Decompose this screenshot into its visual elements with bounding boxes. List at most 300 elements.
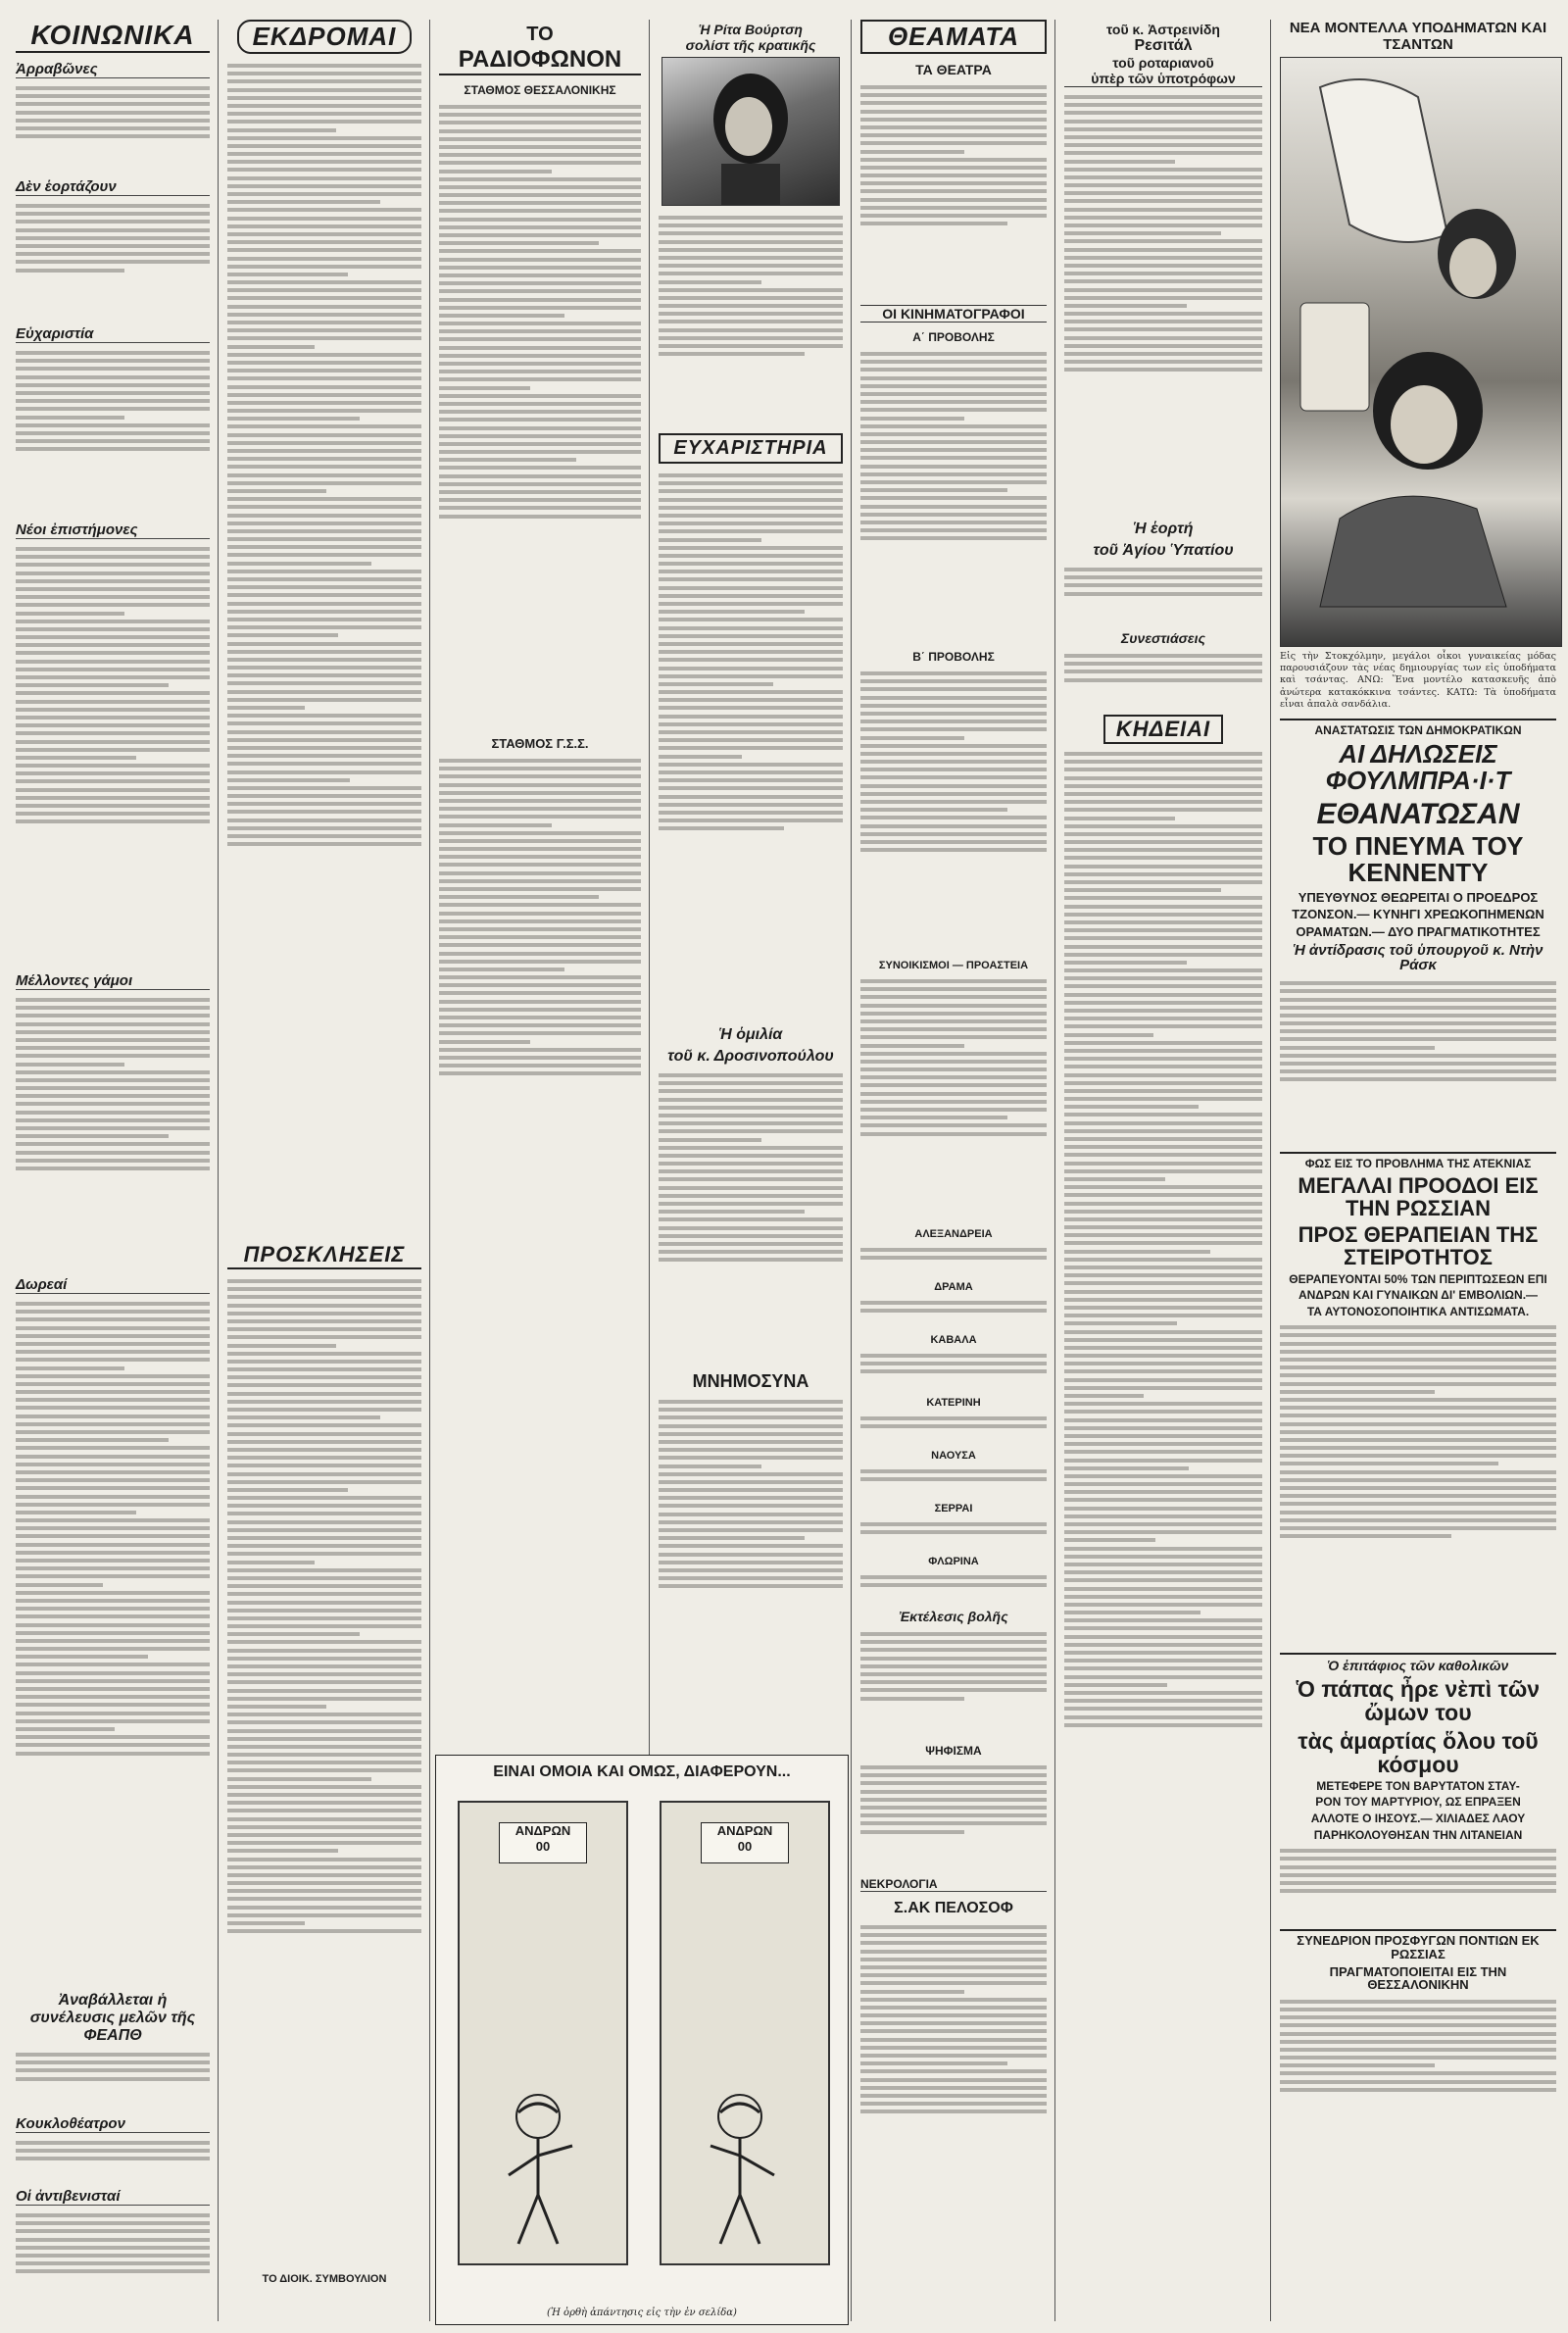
subhead-antivenists: Οἱ ἀντιβενισταί bbox=[16, 2188, 210, 2206]
text-line bbox=[16, 134, 210, 138]
text-line bbox=[659, 746, 843, 750]
text-line bbox=[439, 791, 641, 795]
text-line bbox=[16, 779, 210, 783]
text-line bbox=[860, 1369, 1047, 1373]
text-line bbox=[16, 1358, 210, 1362]
text-line bbox=[16, 1030, 210, 1034]
text-line bbox=[659, 344, 843, 348]
text-line bbox=[1064, 1210, 1262, 1214]
text-line bbox=[227, 650, 421, 654]
text-line bbox=[227, 1777, 371, 1781]
text-line bbox=[439, 434, 641, 438]
text-line bbox=[1064, 824, 1262, 828]
text-line bbox=[860, 2061, 1007, 2065]
text-line bbox=[227, 1568, 421, 1572]
text-line bbox=[439, 177, 641, 181]
text-line bbox=[1280, 1382, 1556, 1386]
text-line bbox=[16, 1583, 103, 1587]
text-line bbox=[227, 369, 421, 372]
text-line bbox=[16, 212, 210, 216]
text-line bbox=[659, 1448, 843, 1452]
text-line bbox=[16, 1687, 210, 1691]
text-line bbox=[1280, 2088, 1556, 2092]
text-line bbox=[227, 1392, 421, 1396]
text-line bbox=[1064, 1162, 1262, 1166]
text-line bbox=[227, 537, 421, 541]
text-block bbox=[860, 1571, 1047, 1601]
text-line bbox=[1280, 1350, 1556, 1354]
text-line bbox=[1064, 103, 1262, 107]
text-line bbox=[227, 553, 421, 557]
text-line bbox=[16, 1054, 210, 1058]
kennedy-sub-3: ΟΡΑΜΑΤΩΝ.— ΔΥΟ ΠΡΑΓΜΑΤΙΚΟΤΗΤΕΣ bbox=[1296, 923, 1541, 939]
text-line bbox=[860, 1672, 1047, 1676]
text-line bbox=[860, 2110, 1047, 2113]
text-line bbox=[1064, 199, 1262, 203]
text-line bbox=[16, 1038, 210, 1042]
portrait-photo bbox=[662, 57, 840, 206]
subhead-second-run: Β΄ ΠΡΟΒΟΛΗΣ bbox=[912, 650, 995, 664]
text-line bbox=[439, 346, 641, 350]
text-line bbox=[227, 1360, 421, 1364]
text-line bbox=[860, 141, 1047, 145]
text-line bbox=[659, 826, 784, 830]
text-line bbox=[227, 810, 421, 814]
text-line bbox=[1280, 1486, 1556, 1490]
text-line bbox=[16, 2221, 210, 2225]
text-line bbox=[1280, 1849, 1556, 1853]
text-line bbox=[860, 2086, 1047, 2090]
text-line bbox=[659, 1584, 843, 1588]
text-line bbox=[860, 1790, 1047, 1794]
subhead-drama: ΔΡΑΜΑ bbox=[934, 1281, 973, 1293]
text-line bbox=[659, 489, 843, 493]
text-line bbox=[659, 216, 843, 220]
text-line bbox=[659, 1408, 843, 1412]
door-sign-right-text: ΑΝΔΡΩΝ bbox=[716, 1823, 773, 1838]
subhead-donations: Δωρεαί bbox=[16, 1276, 210, 1294]
text-line bbox=[1064, 1587, 1262, 1591]
text-line bbox=[1064, 1418, 1262, 1422]
text-line bbox=[227, 1825, 421, 1829]
text-line bbox=[16, 1679, 210, 1683]
text-line bbox=[860, 496, 1047, 500]
text-line bbox=[16, 1422, 210, 1426]
text-line bbox=[439, 201, 641, 205]
text-line bbox=[1280, 1857, 1556, 1861]
text-line bbox=[1280, 1069, 1556, 1073]
text-line bbox=[659, 352, 805, 356]
text-line bbox=[227, 1897, 421, 1901]
subhead-meeting-postponed: Ἀναβάλλεται ἡ συνέλευσις μελῶν τῆς ΦΕΑΠΘ bbox=[29, 1992, 196, 2044]
text-line bbox=[1064, 120, 1262, 124]
text-line bbox=[227, 1400, 421, 1404]
pope-kicker: Ὁ ἐπιτάφιος τῶν καθολικῶν bbox=[1280, 1653, 1556, 1673]
text-line bbox=[16, 740, 210, 744]
text-line bbox=[227, 545, 421, 549]
text-line bbox=[1064, 968, 1262, 972]
text-line bbox=[1280, 1462, 1498, 1465]
text-line bbox=[439, 218, 641, 222]
text-line bbox=[227, 1720, 421, 1724]
text-line bbox=[227, 1456, 421, 1460]
text-line bbox=[439, 426, 641, 430]
text-line bbox=[860, 1012, 1047, 1016]
text-line bbox=[1280, 981, 1556, 985]
text-block bbox=[860, 1921, 1047, 2215]
column-rule bbox=[1270, 20, 1271, 2321]
text-line bbox=[860, 93, 1047, 97]
text-line bbox=[439, 863, 641, 867]
text-line bbox=[439, 952, 641, 956]
text-line bbox=[659, 706, 843, 710]
text-line bbox=[860, 979, 1047, 983]
photo-caption-role: σολίστ τῆς κρατικῆς bbox=[685, 37, 816, 53]
text-line bbox=[860, 1941, 1047, 1945]
text-line bbox=[439, 975, 641, 979]
text-line bbox=[659, 1488, 843, 1492]
text-line bbox=[860, 400, 1047, 404]
text-line bbox=[860, 174, 1047, 177]
text-line bbox=[860, 1830, 964, 1834]
text-line bbox=[1280, 1454, 1556, 1458]
text-line bbox=[1064, 1459, 1262, 1463]
subhead-new-scientists: Νέοι ἐπιστήμονες bbox=[16, 521, 210, 539]
text-line bbox=[659, 546, 843, 550]
text-line bbox=[1064, 1603, 1262, 1607]
text-line bbox=[227, 385, 421, 389]
text-line bbox=[1064, 1321, 1177, 1325]
text-line bbox=[16, 1752, 210, 1756]
text-line bbox=[16, 2060, 210, 2064]
text-line bbox=[860, 1648, 1047, 1652]
text-line bbox=[227, 168, 421, 172]
text-line bbox=[860, 2046, 1047, 2050]
text-line bbox=[16, 1334, 210, 1338]
text-line bbox=[860, 1108, 1047, 1112]
text-line bbox=[16, 399, 210, 403]
text-line bbox=[860, 1925, 1047, 1929]
text-line bbox=[1280, 1021, 1556, 1025]
text-line bbox=[860, 472, 1047, 476]
text-line bbox=[16, 1559, 210, 1563]
text-line bbox=[659, 634, 843, 638]
text-line bbox=[227, 1705, 326, 1709]
text-line bbox=[439, 490, 641, 494]
text-block bbox=[1280, 1996, 1556, 2143]
text-line bbox=[439, 1000, 641, 1004]
text-line bbox=[227, 1440, 421, 1444]
text-line bbox=[227, 208, 421, 212]
text-line bbox=[1064, 1659, 1262, 1663]
text-line bbox=[1064, 175, 1262, 179]
text-line bbox=[1064, 223, 1262, 227]
text-line bbox=[227, 449, 421, 453]
text-line bbox=[1064, 264, 1262, 268]
text-line bbox=[16, 587, 210, 591]
text-line bbox=[860, 440, 1047, 444]
text-block bbox=[1064, 748, 1262, 2218]
text-line bbox=[439, 1071, 641, 1075]
text-line bbox=[227, 1432, 421, 1436]
text-line bbox=[659, 1528, 843, 1532]
text-line bbox=[16, 1415, 210, 1418]
text-line bbox=[659, 312, 843, 316]
text-line bbox=[860, 775, 1047, 779]
text-line bbox=[16, 1111, 210, 1115]
text-line bbox=[16, 764, 210, 768]
speech-head-1: Ἡ ὁμιλία bbox=[718, 1026, 783, 1043]
text-line bbox=[659, 1424, 843, 1428]
text-line bbox=[1064, 654, 1262, 658]
text-line bbox=[1280, 1062, 1556, 1066]
recital-head-2: Ρεσιτάλ bbox=[1134, 37, 1193, 54]
text-line bbox=[16, 1455, 210, 1459]
text-line bbox=[16, 126, 210, 130]
text-line bbox=[227, 1785, 421, 1789]
text-line bbox=[439, 442, 641, 446]
text-line bbox=[16, 1078, 210, 1082]
text-line bbox=[659, 280, 761, 284]
text-line bbox=[1280, 1333, 1556, 1337]
pope-headline-2: τὰς ἁμαρτίας ὅλου τοῦ κόσμου bbox=[1298, 1727, 1539, 1777]
text-line bbox=[227, 217, 421, 221]
kennedy-headline-3: ΤΟ ΠΝΕΥΜΑ ΤΟΥ ΚΕΝΝΕΝΤΥ bbox=[1312, 831, 1524, 888]
text-line bbox=[16, 1607, 210, 1611]
subhead-obituary: ΝΕΚΡΟΛΟΓΙΑ bbox=[860, 1877, 1047, 1892]
text-line bbox=[860, 1773, 1047, 1777]
text-line bbox=[1064, 1530, 1262, 1534]
text-line bbox=[1280, 2015, 1556, 2019]
text-line bbox=[439, 113, 641, 117]
text-line bbox=[227, 465, 421, 469]
text-line bbox=[16, 1366, 124, 1370]
text-line bbox=[227, 144, 421, 148]
text-line bbox=[659, 1194, 843, 1198]
text-line bbox=[16, 2238, 210, 2242]
text-line bbox=[860, 832, 1047, 836]
text-line bbox=[659, 473, 843, 477]
text-line bbox=[439, 337, 641, 341]
text-line bbox=[659, 248, 843, 252]
text-line bbox=[16, 1671, 210, 1675]
text-line bbox=[659, 1456, 843, 1460]
text-line bbox=[1280, 1502, 1556, 1506]
text-line bbox=[659, 586, 843, 590]
text-line bbox=[1280, 1470, 1556, 1474]
text-line bbox=[16, 1655, 148, 1659]
infertility-sub-2: ΑΝΔΡΩΝ ΚΑΙ ΓΥΝΑΙΚΩΝ ΔΙ' ΕΜΒΟΛΙΩΝ.— bbox=[1298, 1288, 1539, 1303]
text-line bbox=[1064, 1563, 1262, 1566]
subhead-first-run: Α΄ ΠΡΟΒΟΛΗΣ bbox=[912, 330, 995, 344]
text-line bbox=[439, 450, 641, 454]
text-line bbox=[227, 1624, 421, 1628]
kennedy-headline-1: ΑΙ ΔΗΛΩΣΕΙΣ ΦΟΥΛΜΠΡΑ·Ι·Τ bbox=[1325, 739, 1511, 796]
text-line bbox=[659, 1210, 805, 1214]
text-line bbox=[227, 1697, 421, 1701]
text-line bbox=[1280, 1494, 1556, 1498]
text-line bbox=[860, 1256, 1047, 1260]
text-line bbox=[860, 1248, 1047, 1252]
text-line bbox=[227, 1544, 421, 1548]
text-line bbox=[16, 1094, 210, 1098]
text-line bbox=[227, 1464, 421, 1467]
text-line bbox=[16, 1159, 210, 1163]
text-line bbox=[860, 424, 1047, 428]
text-line bbox=[860, 1583, 1047, 1587]
text-block bbox=[16, 2137, 210, 2180]
text-line bbox=[227, 1657, 421, 1661]
text-line bbox=[659, 1250, 843, 1254]
text-line bbox=[1064, 143, 1262, 147]
text-line bbox=[1064, 752, 1262, 756]
text-line bbox=[439, 458, 576, 462]
text-line bbox=[659, 506, 843, 510]
text-line bbox=[16, 2254, 210, 2258]
text-line bbox=[1064, 1691, 1262, 1695]
text-line bbox=[1064, 961, 1187, 965]
text-line bbox=[16, 1735, 210, 1739]
text-line bbox=[16, 220, 210, 223]
text-block bbox=[1064, 91, 1262, 513]
text-line bbox=[227, 353, 421, 357]
text-line bbox=[227, 1761, 421, 1764]
text-line bbox=[439, 1023, 641, 1027]
text-line bbox=[16, 94, 210, 98]
text-line bbox=[16, 1166, 210, 1170]
subhead-alexandreia: ΑΛΕΞΑΝΔΡΕΙΑ bbox=[914, 1228, 993, 1240]
text-line bbox=[659, 1536, 805, 1540]
text-block bbox=[16, 347, 210, 514]
text-line bbox=[860, 2013, 1047, 2017]
text-line bbox=[1064, 344, 1262, 348]
text-block bbox=[860, 1762, 1047, 1869]
subhead-serres: ΣΕΡΡΑΙ bbox=[934, 1503, 973, 1514]
text-line bbox=[860, 1100, 1047, 1104]
section-title-shows: ΘΕΑΜΑΤΑ bbox=[860, 20, 1047, 54]
text-line bbox=[1064, 1466, 1189, 1470]
text-line bbox=[1280, 2056, 1556, 2060]
text-line bbox=[227, 1873, 421, 1877]
text-line bbox=[227, 1906, 421, 1910]
text-line bbox=[1280, 1365, 1556, 1369]
text-line bbox=[16, 788, 210, 792]
text-line bbox=[860, 1424, 1047, 1428]
text-line bbox=[659, 770, 843, 774]
door-sign-right bbox=[701, 1822, 789, 1863]
text-line bbox=[227, 481, 421, 485]
text-line bbox=[227, 79, 421, 83]
text-line bbox=[659, 1544, 843, 1548]
text-line bbox=[1064, 1450, 1262, 1454]
text-line bbox=[16, 1566, 210, 1570]
text-line bbox=[16, 620, 210, 623]
text-line bbox=[1064, 1137, 1262, 1141]
text-line bbox=[1064, 592, 1262, 596]
text-line bbox=[16, 771, 210, 775]
text-line bbox=[860, 1697, 964, 1701]
text-line bbox=[227, 826, 421, 830]
text-block bbox=[659, 470, 843, 1018]
text-line bbox=[659, 570, 843, 573]
text-line bbox=[16, 1118, 210, 1122]
text-line bbox=[227, 1304, 421, 1308]
text-line bbox=[659, 328, 843, 332]
text-line bbox=[1064, 1666, 1262, 1670]
text-line bbox=[227, 593, 421, 597]
text-line bbox=[860, 1933, 1047, 1937]
text-line bbox=[16, 1438, 169, 1442]
text-line bbox=[16, 683, 169, 687]
text-line bbox=[1064, 1001, 1262, 1005]
text-block bbox=[16, 200, 210, 318]
text-line bbox=[659, 1496, 843, 1500]
radio-title-line1: ΤΟ bbox=[526, 24, 554, 45]
text-line bbox=[16, 1310, 210, 1314]
text-line bbox=[227, 72, 421, 75]
text-line bbox=[1064, 1033, 1153, 1037]
text-line bbox=[16, 204, 210, 208]
text-line bbox=[1064, 905, 1262, 909]
text-line bbox=[1064, 1338, 1262, 1342]
text-line bbox=[16, 1014, 210, 1018]
text-line bbox=[1064, 945, 1262, 949]
text-line bbox=[439, 145, 641, 149]
text-line bbox=[659, 1162, 843, 1166]
text-line bbox=[16, 119, 210, 123]
text-line bbox=[16, 351, 210, 355]
text-line bbox=[1064, 1049, 1262, 1053]
text-line bbox=[659, 1432, 843, 1436]
text-line bbox=[439, 249, 641, 253]
text-line bbox=[227, 1552, 421, 1556]
text-line bbox=[439, 410, 641, 414]
text-line bbox=[1064, 1618, 1262, 1622]
door-number-right: 00 bbox=[737, 1839, 753, 1854]
text-line bbox=[439, 289, 641, 293]
text-line bbox=[860, 150, 964, 154]
text-line bbox=[860, 376, 1047, 380]
text-line bbox=[860, 384, 1047, 388]
text-block bbox=[16, 82, 210, 171]
text-line bbox=[1064, 279, 1262, 283]
text-line bbox=[227, 1504, 421, 1508]
text-line bbox=[16, 1631, 210, 1635]
text-line bbox=[1280, 1358, 1556, 1362]
pope-sub-1: ΜΕΤΕΦΕΡΕ ΤΟΝ ΒΑΡΥΤΑΤΟΝ ΣΤΑΥ- bbox=[1316, 1778, 1520, 1793]
text-line bbox=[227, 376, 421, 380]
column-social bbox=[10, 20, 216, 2323]
text-line bbox=[659, 1480, 843, 1484]
text-line bbox=[860, 488, 1007, 492]
infertility-sub-3: ΤΑ ΑΥΤΟΝΟΣΟΠΟΙΗΤΙΚΑ ΑΝΤΙΣΩΜΑΤΑ. bbox=[1306, 1304, 1530, 1318]
text-line bbox=[439, 241, 599, 245]
text-line bbox=[860, 752, 1047, 756]
text-line bbox=[227, 642, 421, 646]
text-line bbox=[1280, 1046, 1435, 1050]
text-line bbox=[860, 1469, 1047, 1473]
text-line bbox=[439, 991, 641, 995]
text-line bbox=[860, 408, 1047, 412]
text-line bbox=[659, 626, 843, 630]
text-line bbox=[659, 1258, 843, 1262]
subhead-suburbs: ΣΥΝΟΙΚΙΣΜΟΙ — ΠΡΟΑΣΤΕΙΑ bbox=[878, 960, 1029, 971]
text-line bbox=[1064, 575, 1262, 579]
text-line bbox=[659, 1576, 843, 1580]
text-line bbox=[439, 402, 641, 406]
text-line bbox=[439, 281, 641, 285]
subhead-firing-exercise: Ἐκτέλεσις βολῆς bbox=[899, 1609, 1008, 1624]
